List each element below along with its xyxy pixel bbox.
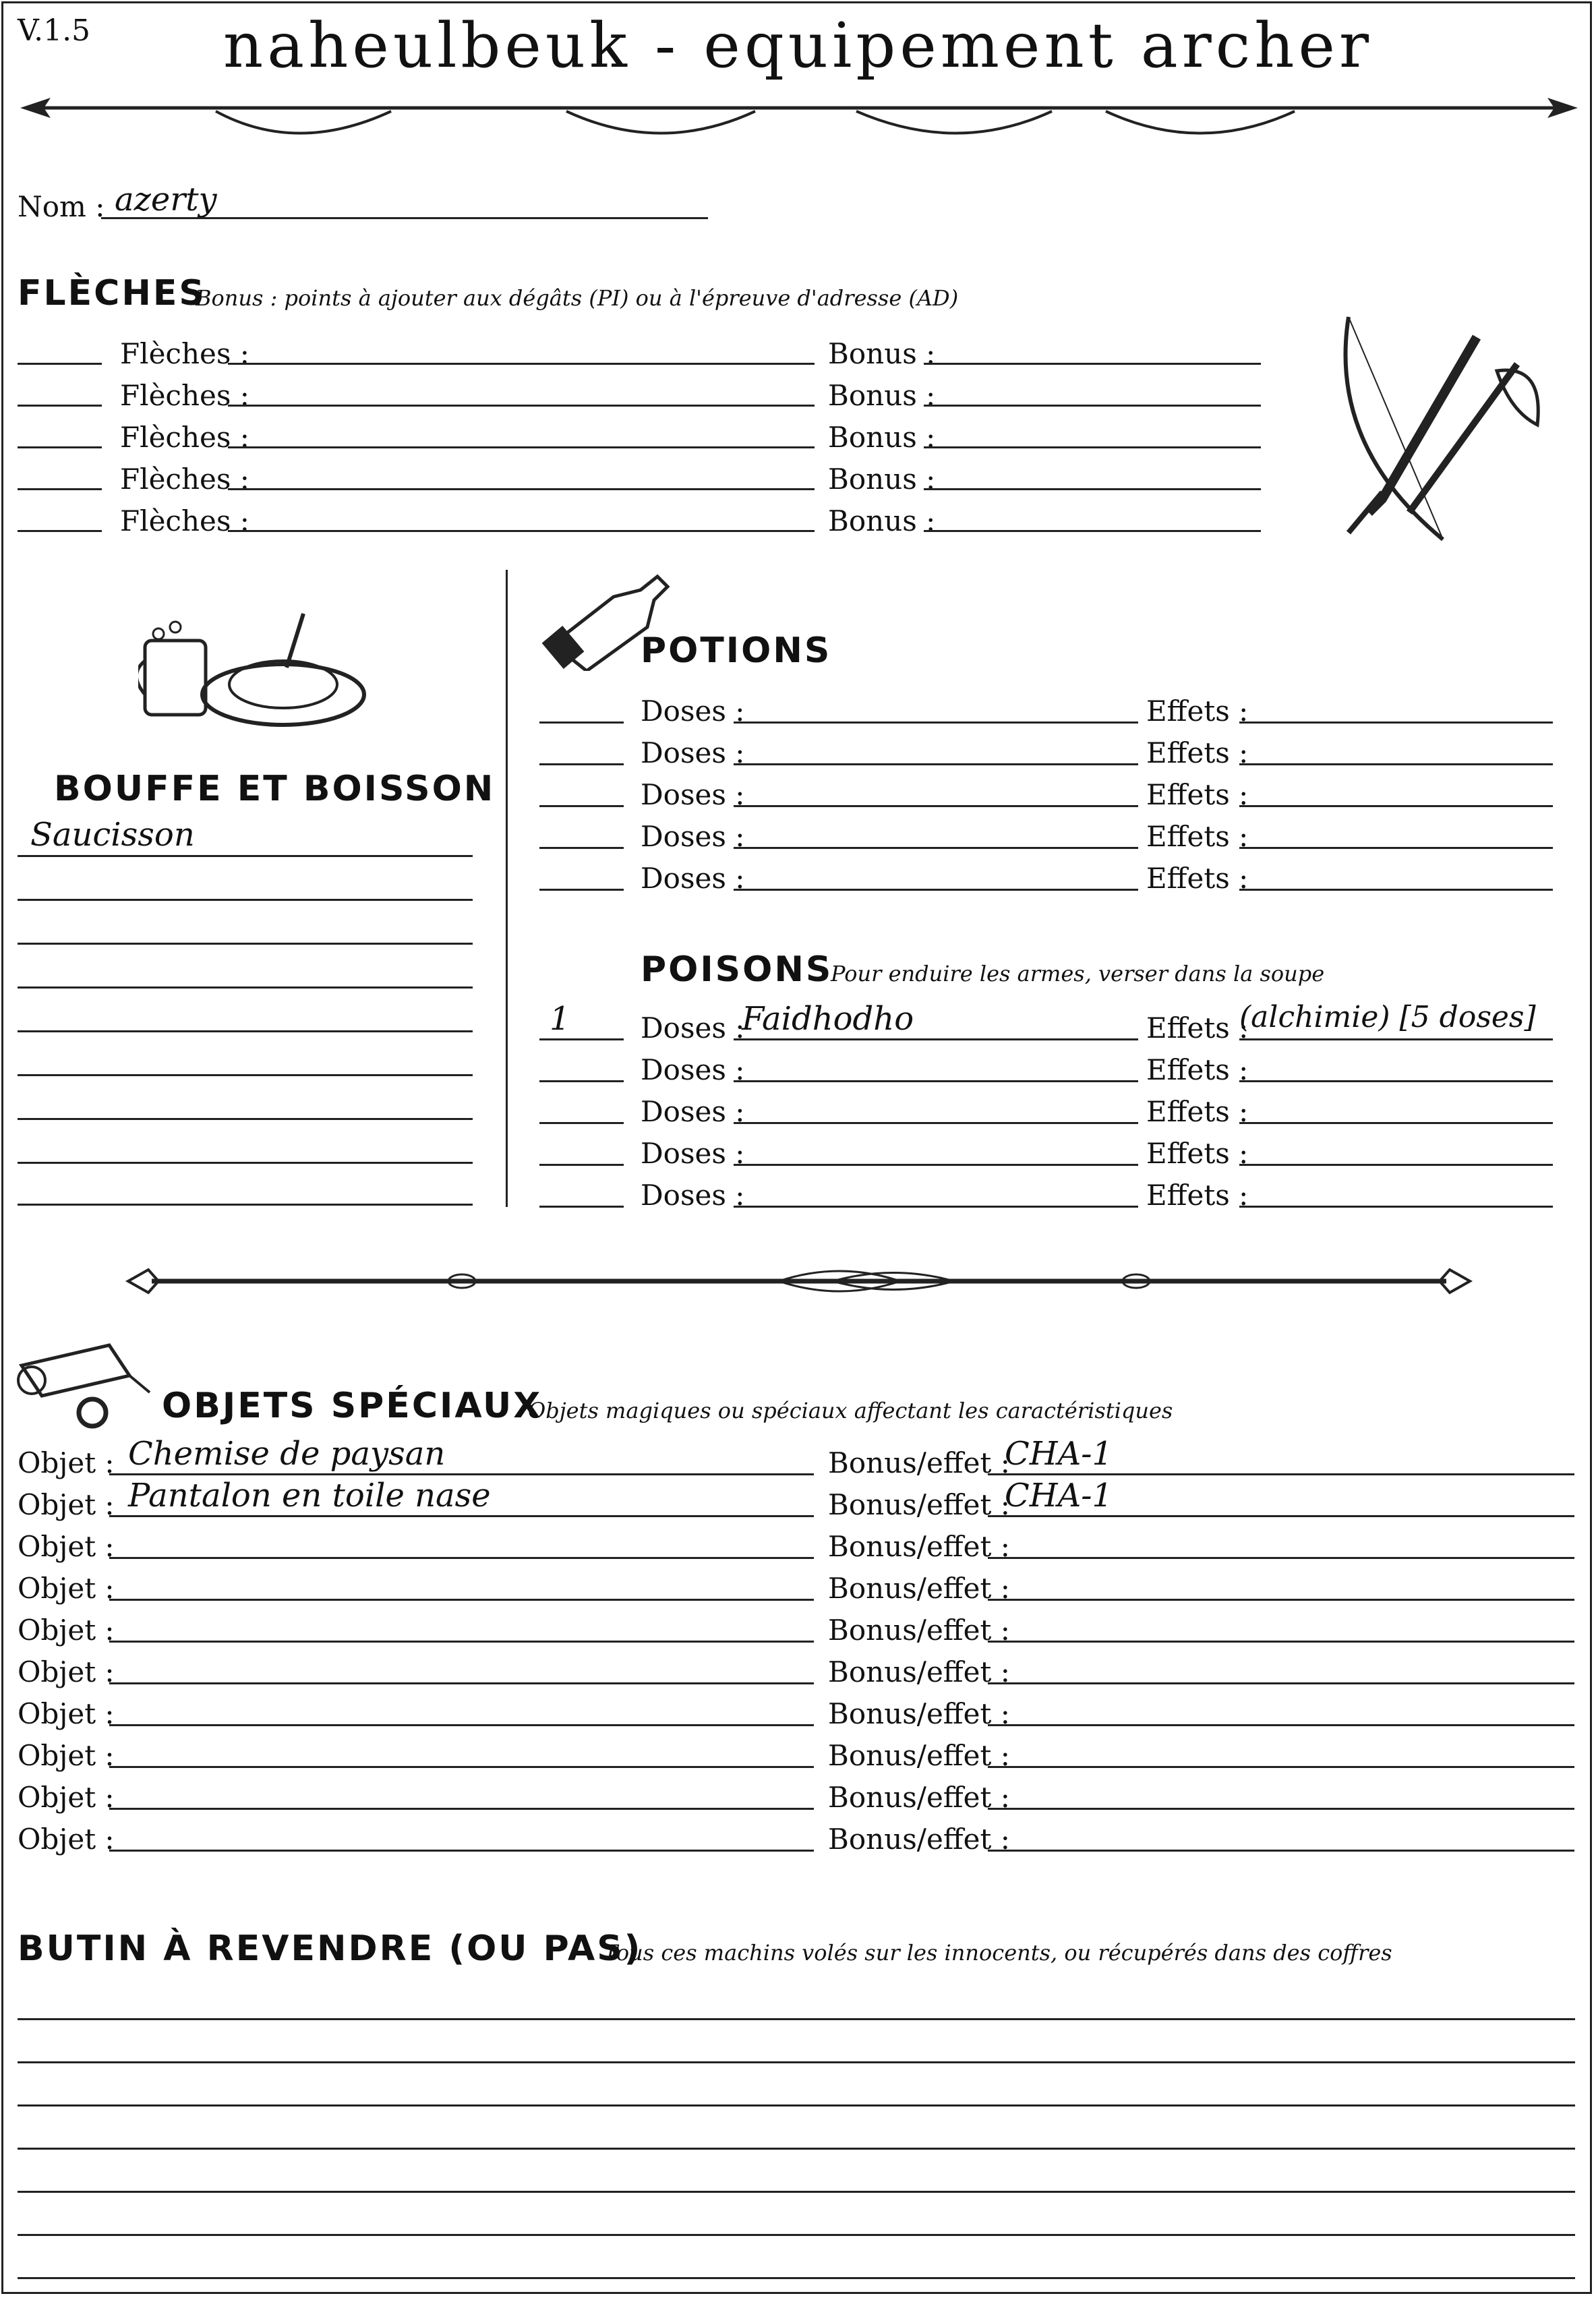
scroll-ring-icon	[15, 1338, 156, 1433]
bouffe-line[interactable]	[18, 1074, 473, 1076]
bouffe-item-1[interactable]: Saucisson	[30, 816, 195, 854]
bonus-field[interactable]	[924, 405, 1261, 407]
butin-line[interactable]	[18, 2191, 1575, 2193]
bonus-effet-label: Bonus/effet :	[828, 1823, 1010, 1856]
objet-label: Objet :	[18, 1446, 115, 1479]
bouffe-line[interactable]	[18, 1118, 473, 1120]
effets-field[interactable]	[1239, 1122, 1553, 1124]
nom-label: Nom :	[18, 190, 105, 223]
objet-field[interactable]	[109, 1724, 814, 1726]
objet-field[interactable]	[109, 1473, 814, 1475]
objet-label: Objet :	[18, 1739, 115, 1772]
bonus-effet-field[interactable]	[988, 1724, 1574, 1726]
bonus-field[interactable]	[924, 488, 1261, 490]
effets-label: Effets :	[1146, 1137, 1249, 1170]
fleches-field[interactable]	[228, 446, 815, 448]
effets-field[interactable]	[1239, 805, 1553, 807]
version-label: V.1.5	[18, 13, 91, 48]
effets-field[interactable]	[1239, 763, 1553, 765]
objet-label: Objet :	[18, 1572, 115, 1605]
objet-value[interactable]: Pantalon en toile nase	[128, 1477, 491, 1514]
doses-label: Doses :	[641, 695, 745, 728]
doses-label: Doses :	[641, 1095, 745, 1128]
poison-effets-value[interactable]: (alchimie) [5 doses]	[1239, 1000, 1536, 1034]
doses-label: Doses :	[641, 736, 745, 769]
effets-field[interactable]	[1239, 1164, 1553, 1166]
objet-label: Objet :	[18, 1530, 115, 1563]
bonus-effet-label: Bonus/effet :	[828, 1781, 1010, 1814]
fleches-title: FLÈCHES	[18, 273, 206, 314]
poison-doses-value[interactable]: Faidhodho	[742, 1000, 914, 1038]
bonus-effet-label: Bonus/effet :	[828, 1530, 1010, 1563]
objet-label: Objet :	[18, 1655, 115, 1688]
effets-label: Effets :	[1146, 1095, 1249, 1128]
bonus-effet-label: Bonus/effet :	[828, 1572, 1010, 1605]
effets-label: Effets :	[1146, 820, 1249, 853]
effets-label: Effets :	[1146, 1179, 1249, 1212]
bonus-effet-field[interactable]	[988, 1599, 1574, 1601]
objet-label: Objet :	[18, 1781, 115, 1814]
effets-label: Effets :	[1146, 736, 1249, 769]
bonus-label: Bonus :	[828, 337, 936, 370]
butin-line[interactable]	[18, 2061, 1575, 2063]
effets-field[interactable]	[1239, 1080, 1553, 1082]
bouffe-line[interactable]	[18, 855, 473, 857]
fleches-field[interactable]	[228, 363, 815, 365]
doses-label: Doses :	[641, 1053, 745, 1086]
nom-line	[101, 217, 708, 219]
bouffe-line[interactable]	[18, 986, 473, 989]
bonus-effet-value[interactable]: CHA-1	[1005, 1435, 1113, 1473]
bonus-effet-value[interactable]: CHA-1	[1005, 1477, 1113, 1514]
bonus-field[interactable]	[924, 363, 1261, 365]
effets-field[interactable]	[1239, 847, 1553, 849]
objet-field[interactable]	[109, 1515, 814, 1517]
fleches-field[interactable]	[228, 488, 815, 490]
bouffe-line[interactable]	[18, 1204, 473, 1206]
doses-field[interactable]	[734, 1164, 1138, 1166]
objet-label: Objet :	[18, 1614, 115, 1647]
fleches-label: Flèches :	[120, 421, 249, 454]
objet-field[interactable]	[109, 1557, 814, 1559]
fleches-field[interactable]	[228, 405, 815, 407]
poisons-subtitle: Pour enduire les armes, verser dans la soupe	[831, 961, 1325, 986]
butin-subtitle: Tous ces machins volés sur les innocents, ou récupérés dans des coffres	[603, 1940, 1392, 1966]
bouffe-line[interactable]	[18, 1162, 473, 1164]
objet-field[interactable]	[109, 1682, 814, 1684]
doses-field[interactable]	[734, 805, 1138, 807]
doses-label: Doses :	[641, 862, 745, 895]
doses-label: Doses :	[641, 1137, 745, 1170]
objet-label: Objet :	[18, 1488, 115, 1521]
fleches-label: Flèches :	[120, 504, 249, 537]
bouffe-line[interactable]	[18, 899, 473, 901]
doses-label: Doses :	[641, 820, 745, 853]
doses-field[interactable]	[734, 1038, 1138, 1040]
effets-field[interactable]	[1239, 1206, 1553, 1208]
poisons-title: POISONS	[641, 949, 833, 990]
objet-field[interactable]	[109, 1766, 814, 1768]
bonus-effet-field[interactable]	[988, 1766, 1574, 1768]
objet-label: Objet :	[18, 1697, 115, 1730]
doses-field[interactable]	[734, 721, 1138, 724]
doses-field[interactable]	[734, 1206, 1138, 1208]
bonus-effet-field[interactable]	[988, 1808, 1574, 1810]
bonus-label: Bonus :	[828, 379, 936, 412]
butin-line[interactable]	[18, 2104, 1575, 2106]
doses-field[interactable]	[734, 763, 1138, 765]
bonus-field[interactable]	[924, 530, 1261, 532]
doses-label: Doses :	[641, 1179, 745, 1212]
objet-field[interactable]	[109, 1599, 814, 1601]
effets-field[interactable]	[1239, 721, 1553, 724]
bonus-effet-field[interactable]	[988, 1682, 1574, 1684]
doses-label: Doses :	[641, 1011, 745, 1044]
bonus-effet-field[interactable]	[988, 1850, 1574, 1852]
effets-label: Effets :	[1146, 778, 1249, 811]
objet-field[interactable]	[109, 1808, 814, 1810]
bonus-field[interactable]	[924, 446, 1261, 448]
nom-value[interactable]: azerty	[115, 181, 217, 218]
bouffe-title: BOUFFE ET BOISSON	[54, 769, 496, 809]
doses-field[interactable]	[734, 889, 1138, 891]
page-title: naheulbeuk - equipement archer	[223, 9, 1373, 82]
butin-line[interactable]	[18, 2148, 1575, 2150]
bonus-effet-field[interactable]	[988, 1515, 1574, 1517]
bonus-effet-field[interactable]	[988, 1641, 1574, 1643]
bonus-label: Bonus :	[828, 421, 936, 454]
effets-field[interactable]	[1239, 889, 1553, 891]
bow-sword-axe-icon	[1322, 310, 1571, 553]
objets-subtitle: Objets magiques ou spéciaux affectant les caractéristiques	[528, 1398, 1173, 1423]
butin-line[interactable]	[18, 2234, 1575, 2236]
bonus-effet-label: Bonus/effet :	[828, 1614, 1010, 1647]
doses-field[interactable]	[734, 1080, 1138, 1082]
fleches-label: Flèches :	[120, 337, 249, 370]
effets-label: Effets :	[1146, 1011, 1249, 1044]
bonus-effet-label: Bonus/effet :	[828, 1697, 1010, 1730]
objet-field[interactable]	[109, 1850, 814, 1852]
bouffe-line[interactable]	[18, 943, 473, 945]
bonus-effet-label: Bonus/effet :	[828, 1446, 1010, 1479]
butin-title: BUTIN À REVENDRE (OU PAS)	[18, 1928, 643, 1969]
arrow-divider-icon	[13, 81, 1585, 148]
butin-line[interactable]	[18, 2018, 1575, 2020]
effets-label: Effets :	[1146, 695, 1249, 728]
objets-title: OBJETS SPÉCIAUX	[162, 1386, 543, 1426]
bouffe-line[interactable]	[18, 1030, 473, 1032]
fleches-label: Flèches :	[120, 379, 249, 412]
bonus-effet-label: Bonus/effet :	[828, 1488, 1010, 1521]
column-divider	[506, 570, 508, 1207]
doses-field[interactable]	[734, 1122, 1138, 1124]
staff-divider-icon	[125, 1258, 1473, 1305]
potions-title: POTIONS	[641, 630, 832, 671]
bonus-effet-field[interactable]	[988, 1473, 1574, 1475]
bonus-effet-label: Bonus/effet :	[828, 1739, 1010, 1772]
food-icon	[138, 607, 374, 742]
effets-label: Effets :	[1146, 862, 1249, 895]
objet-label: Objet :	[18, 1823, 115, 1856]
effets-field[interactable]	[1239, 1038, 1553, 1040]
doses-label: Doses :	[641, 778, 745, 811]
butin-line[interactable]	[18, 2277, 1575, 2279]
bonus-label: Bonus :	[828, 504, 936, 537]
objet-field[interactable]	[109, 1641, 814, 1643]
doses-field[interactable]	[734, 847, 1138, 849]
fleches-subtitle: Bonus : points à ajouter aux dégâts (PI) ou à l'épreuve d'adresse (AD)	[196, 285, 959, 311]
bonus-effet-field[interactable]	[988, 1557, 1574, 1559]
bonus-label: Bonus :	[828, 463, 936, 496]
effets-label: Effets :	[1146, 1053, 1249, 1086]
objet-value[interactable]: Chemise de paysan	[128, 1435, 446, 1473]
poison-qty[interactable]: 1	[550, 1000, 570, 1038]
bonus-effet-label: Bonus/effet :	[828, 1655, 1010, 1688]
fleches-label: Flèches :	[120, 463, 249, 496]
fleches-field[interactable]	[228, 530, 815, 532]
